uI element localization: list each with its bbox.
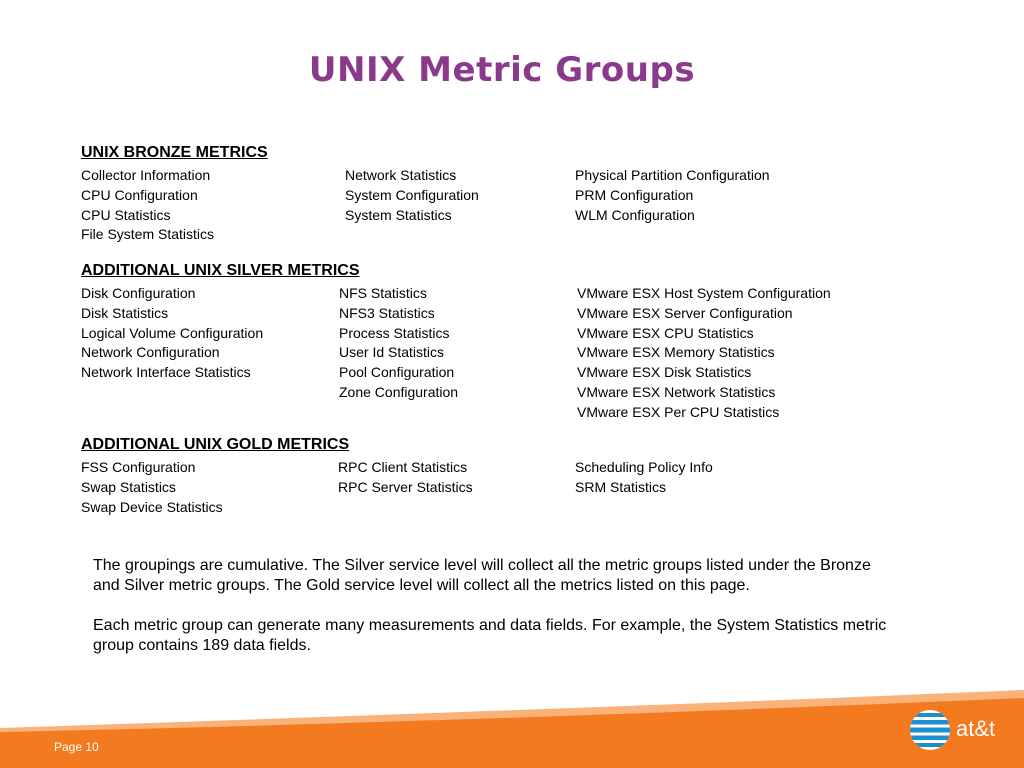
list-item: Pool Configuration xyxy=(339,364,455,381)
list-item: RPC Client Statistics xyxy=(338,459,468,475)
gold-column-3 xyxy=(575,458,713,498)
list-item: VMware ESX Memory Statistics xyxy=(577,344,775,361)
list-item: Disk Statistics xyxy=(81,304,169,321)
list-item: Scheduling Policy Info xyxy=(575,459,713,475)
list-item: Swap Device Statistics xyxy=(81,498,223,515)
gold-metrics-heading: ADDITIONAL UNIX GOLD METRICS xyxy=(81,436,350,453)
list-item: Network Interface Statistics xyxy=(81,364,251,381)
list-item: PRM Configuration xyxy=(575,186,694,203)
silver-column-2 xyxy=(339,284,458,403)
list-item: System Statistics xyxy=(345,206,452,223)
list-item: VMware ESX Per CPU Statistics xyxy=(577,403,780,420)
logo-text: at&t xyxy=(956,716,996,741)
list-item: VMware ESX Disk Statistics xyxy=(577,364,752,381)
paragraph: Each metric group can generate many measurements and data fields. For example, the System Statistics metric group contains 189 data fields. xyxy=(93,617,887,654)
list-item: NFS Statistics xyxy=(339,285,427,301)
bronze-column-3 xyxy=(575,166,770,225)
list-item: WLM Configuration xyxy=(575,206,695,223)
silver-column-3 xyxy=(577,284,831,423)
list-item: Collector Information xyxy=(81,167,211,183)
footer-band xyxy=(0,690,1024,768)
gold-column-2 xyxy=(338,458,473,498)
list-item: CPU Configuration xyxy=(81,186,198,203)
gold-metrics-section xyxy=(81,435,713,515)
silver-column-1 xyxy=(81,284,263,383)
list-item: Disk Configuration xyxy=(81,285,196,301)
bronze-column-2 xyxy=(345,166,479,225)
bronze-metrics-section xyxy=(81,143,770,243)
silver-metrics-section xyxy=(81,261,831,420)
list-item: Process Statistics xyxy=(339,324,450,341)
bronze-metrics-heading: UNIX BRONZE METRICS xyxy=(81,144,268,161)
list-item: Network Statistics xyxy=(345,167,457,183)
paragraph: The groupings are cumulative. The Silver service level will collect all the metric groups listed under the Bronze and Silver metric groups. The Gold service level will collect all the metrics listed on this page. xyxy=(93,557,871,594)
list-item: VMware ESX Server Configuration xyxy=(577,304,793,321)
list-item: FSS Configuration xyxy=(81,459,196,475)
list-item: VMware ESX Host System Configuration xyxy=(577,285,831,301)
list-item: RPC Server Statistics xyxy=(338,478,473,495)
explanation-text xyxy=(93,556,893,676)
list-item: User Id Statistics xyxy=(339,344,445,361)
bronze-column-1 xyxy=(81,166,214,245)
gold-column-1 xyxy=(81,458,223,517)
att-logo xyxy=(908,706,1018,754)
list-item: Network Configuration xyxy=(81,344,220,361)
list-item: Physical Partition Configuration xyxy=(575,167,770,183)
footer-band-main xyxy=(0,698,1024,768)
list-item: System Configuration xyxy=(345,186,479,203)
page-title: UNIX Metric Groups xyxy=(308,50,696,90)
list-item: Zone Configuration xyxy=(339,383,459,400)
page-number: Page 10 xyxy=(54,740,99,754)
list-item: File System Statistics xyxy=(81,226,215,243)
silver-metrics-heading: ADDITIONAL UNIX SILVER METRICS xyxy=(81,262,360,279)
list-item: Logical Volume Configuration xyxy=(81,324,264,341)
list-item: VMware ESX CPU Statistics xyxy=(577,324,754,341)
list-item: VMware ESX Network Statistics xyxy=(577,383,776,400)
list-item: NFS3 Statistics xyxy=(339,304,435,321)
list-item: CPU Statistics xyxy=(81,206,171,223)
list-item: SRM Statistics xyxy=(575,478,667,495)
list-item: Swap Statistics xyxy=(81,478,176,495)
att-globe-icon xyxy=(908,708,952,752)
